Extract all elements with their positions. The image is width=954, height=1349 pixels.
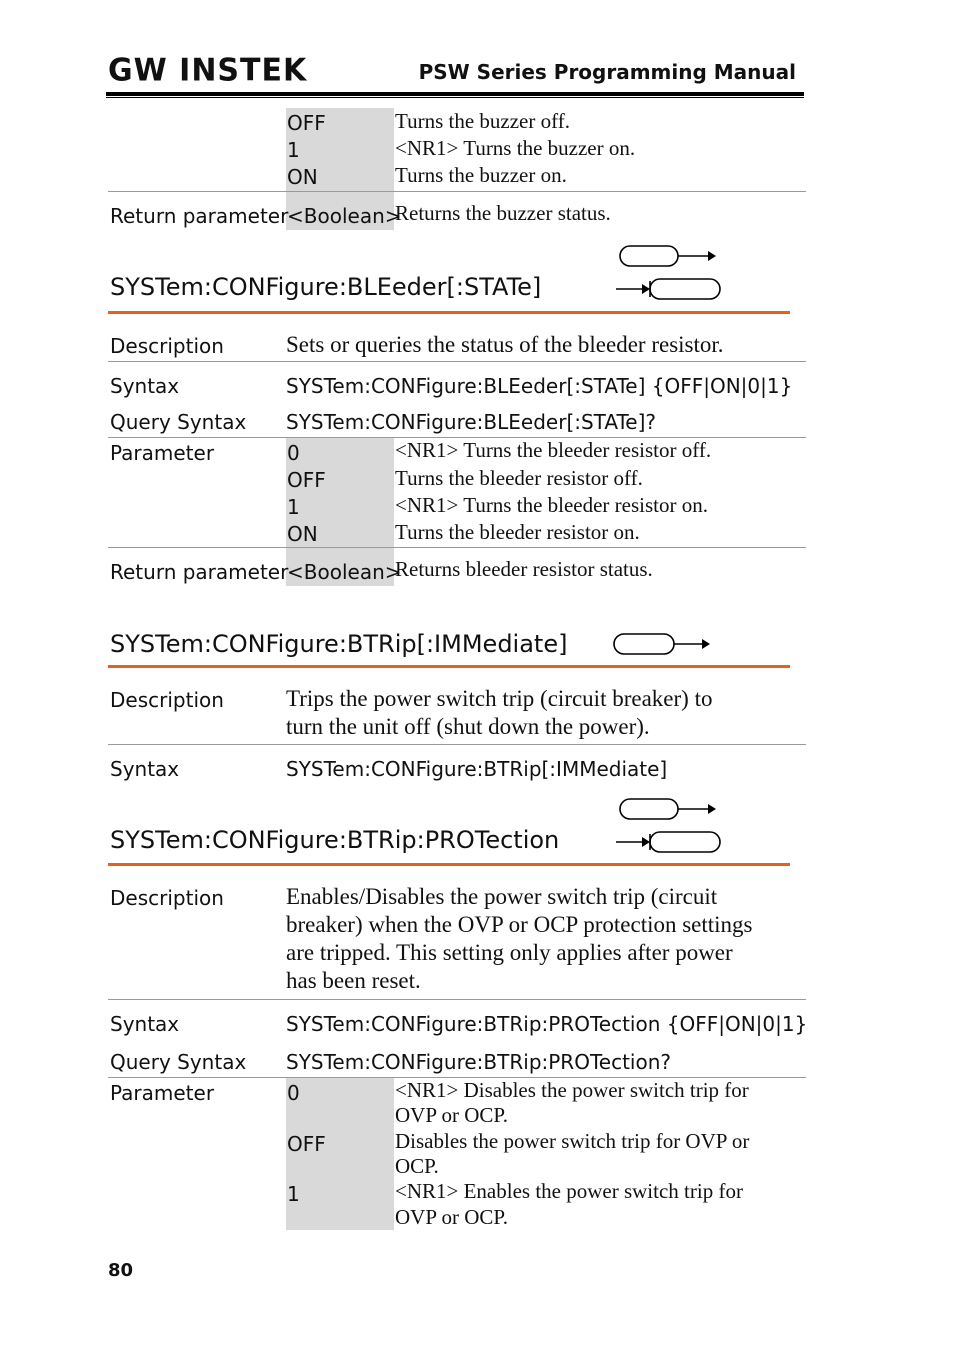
param-desc-line: Disables the power switch trip for OVP or (395, 1129, 750, 1153)
set-command-icon (612, 632, 712, 656)
brand-logo: GW INSTEK (108, 52, 308, 89)
section-heading: SYSTem:CONFigure:BTRip[:IMMediate] (110, 630, 568, 658)
param-desc-line: <NR1> Enables the power switch trip for (395, 1179, 743, 1203)
return-parameter-label: Return parameter (110, 204, 289, 228)
query-syntax-text: SYSTem:CONFigure:BTRip:PROTection? (286, 1050, 671, 1074)
query-syntax-label: Query Syntax (110, 1050, 247, 1074)
set-command-icon (618, 244, 718, 268)
parameter-label: Parameter (110, 441, 215, 465)
parameter-label: Parameter (110, 1081, 215, 1105)
header-rule (106, 92, 804, 96)
section-heading: SYSTem:CONFigure:BLEeder[:STATe] (110, 273, 542, 301)
section-accent-rule (108, 311, 790, 314)
query-command-icon (614, 829, 724, 855)
page-number: 80 (108, 1260, 134, 1281)
row-divider (108, 744, 806, 745)
section-accent-rule (108, 665, 790, 668)
syntax-text: SYSTem:CONFigure:BTRip[:IMMediate] (286, 757, 668, 781)
description-line: are tripped. This setting only applies after power (286, 940, 733, 965)
param-value: 1 (287, 138, 300, 162)
param-desc-line: OCP. (395, 1154, 439, 1178)
query-syntax-label: Query Syntax (110, 410, 247, 434)
param-desc: Turns the bleeder resistor on. (395, 520, 640, 544)
param-value: ON (287, 522, 318, 546)
manual-title: PSW Series Programming Manual (418, 60, 796, 84)
header-rule-thin (106, 97, 804, 98)
return-value: <Boolean> (287, 560, 402, 584)
description-label: Description (110, 886, 224, 910)
param-desc: Turns the bleeder resistor off. (395, 466, 643, 490)
return-desc: Returns the buzzer status. (395, 201, 611, 225)
query-command-icon (614, 276, 724, 302)
syntax-text: SYSTem:CONFigure:BLEeder[:STATe] {OFF|ON|0|1} (286, 374, 793, 398)
section-heading: SYSTem:CONFigure:BTRip:PROTection (110, 826, 560, 854)
description-line: turn the unit off (shut down the power). (286, 714, 650, 739)
param-desc-line: <NR1> Disables the power switch trip for (395, 1078, 749, 1102)
param-value: 0 (287, 441, 300, 465)
param-desc: <NR1> Turns the bleeder resistor on. (395, 493, 709, 517)
description-line: Enables/Disables the power switch trip (circuit (286, 884, 718, 909)
description-label: Description (110, 334, 224, 358)
query-syntax-text: SYSTem:CONFigure:BLEeder[:STATe]? (286, 410, 657, 434)
param-desc-line: OVP or OCP. (395, 1103, 508, 1127)
param-value: 1 (287, 1182, 300, 1206)
param-value: OFF (287, 1132, 326, 1156)
return-value: <Boolean> (287, 204, 402, 228)
row-divider (108, 999, 806, 1000)
param-desc-line: OVP or OCP. (395, 1205, 508, 1229)
row-divider (108, 547, 806, 548)
section-accent-rule (108, 863, 790, 866)
description-line: breaker) when the OVP or OCP protection settings (286, 912, 753, 937)
param-desc: Turns the buzzer off. (395, 109, 570, 133)
description-line: has been reset. (286, 968, 421, 993)
param-value: 1 (287, 495, 300, 519)
return-parameter-label: Return parameter (110, 560, 289, 584)
param-value: OFF (287, 468, 326, 492)
syntax-label: Syntax (110, 1012, 180, 1036)
syntax-label: Syntax (110, 374, 180, 398)
return-desc: Returns bleeder resistor status. (395, 557, 653, 581)
param-desc: Turns the buzzer on. (395, 163, 567, 187)
set-command-icon (618, 797, 718, 821)
param-desc: <NR1> Turns the buzzer on. (395, 136, 636, 160)
param-desc: <NR1> Turns the bleeder resistor off. (395, 438, 712, 462)
description-line: Trips the power switch trip (circuit breaker) to (286, 686, 713, 711)
description-text: Sets or queries the status of the bleeder resistor. (286, 332, 724, 357)
description-label: Description (110, 688, 224, 712)
param-value: 0 (287, 1081, 300, 1105)
param-value: OFF (287, 111, 326, 135)
param-value: ON (287, 165, 318, 189)
syntax-text: SYSTem:CONFigure:BTRip:PROTection {OFF|ON|0|1} (286, 1012, 808, 1036)
row-divider (108, 361, 806, 362)
syntax-label: Syntax (110, 757, 180, 781)
row-divider (108, 191, 806, 192)
